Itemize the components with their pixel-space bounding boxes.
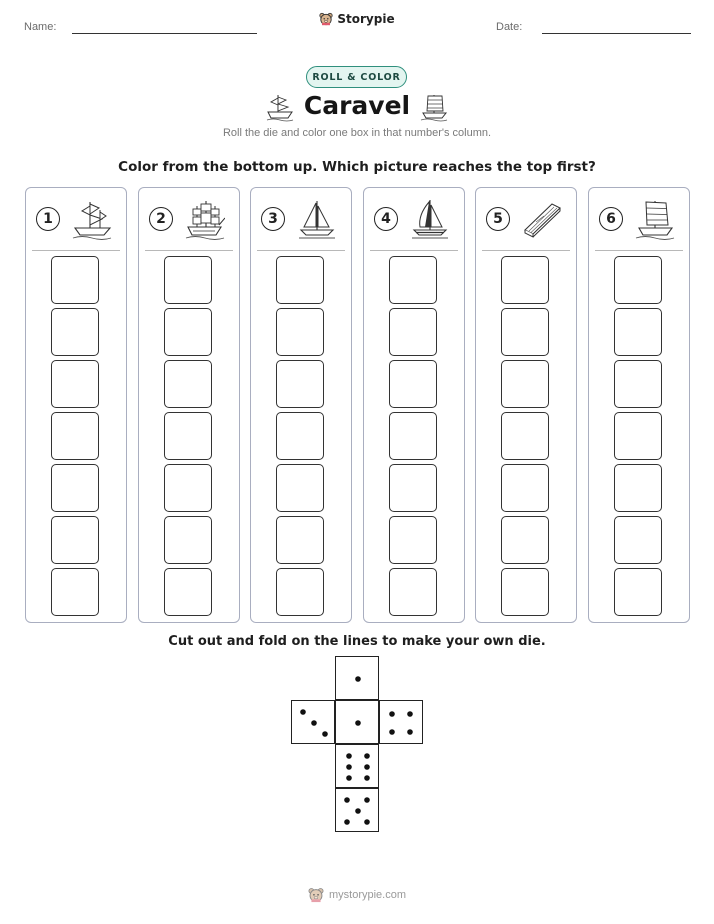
column-number: 2 [149, 207, 173, 231]
color-box[interactable] [51, 308, 99, 356]
die-face-6 [335, 744, 379, 788]
brand-name: Storypie [337, 12, 395, 26]
color-box[interactable] [501, 412, 549, 460]
color-box[interactable] [389, 412, 437, 460]
date-label: Date: [496, 21, 523, 33]
color-box[interactable] [276, 308, 324, 356]
page-title: Caravel [303, 91, 411, 120]
color-box[interactable] [389, 256, 437, 304]
galleon-ship-icon [185, 198, 225, 240]
column-1 [25, 187, 127, 623]
color-box[interactable] [164, 256, 212, 304]
name-line[interactable] [72, 33, 257, 34]
column-header [589, 188, 689, 250]
color-box[interactable] [389, 516, 437, 564]
junk-ship-icon [420, 92, 448, 122]
caravel-ship-icon [72, 198, 112, 240]
column-header [251, 188, 351, 250]
color-box[interactable] [614, 464, 662, 512]
color-box[interactable] [276, 516, 324, 564]
color-box[interactable] [501, 464, 549, 512]
color-box[interactable] [389, 464, 437, 512]
color-box[interactable] [389, 360, 437, 408]
column-3 [250, 187, 352, 623]
instruction-text: Color from the bottom up. Which picture reaches the top first? [118, 159, 596, 175]
column-number: 4 [374, 207, 398, 231]
activity-badge: ROLL & COLOR [306, 66, 407, 88]
striped-sailboat-icon [410, 198, 450, 240]
color-box[interactable] [276, 412, 324, 460]
column-4 [363, 187, 465, 623]
die-instruction: Cut out and fold on the lines to make your own die. [168, 634, 546, 649]
color-box[interactable] [51, 360, 99, 408]
color-box[interactable] [614, 308, 662, 356]
column-2 [138, 187, 240, 623]
color-box[interactable] [51, 464, 99, 512]
footer [0, 887, 714, 903]
column-number: 5 [486, 207, 510, 231]
color-box[interactable] [389, 308, 437, 356]
column-6 [588, 187, 690, 623]
color-box[interactable] [389, 568, 437, 616]
color-box[interactable] [164, 412, 212, 460]
column-header [476, 188, 576, 250]
color-box[interactable] [51, 568, 99, 616]
wooden-plank-icon [522, 198, 562, 240]
bear-mascot-icon [319, 12, 333, 26]
color-box[interactable] [164, 516, 212, 564]
column-number: 6 [599, 207, 623, 231]
column-5 [475, 187, 577, 623]
color-box[interactable] [501, 360, 549, 408]
color-box[interactable] [614, 568, 662, 616]
color-box[interactable] [501, 256, 549, 304]
date-line[interactable] [542, 33, 691, 34]
column-number: 3 [261, 207, 285, 231]
die-face-4 [379, 700, 423, 744]
color-box[interactable] [164, 464, 212, 512]
color-box[interactable] [614, 412, 662, 460]
color-box[interactable] [276, 360, 324, 408]
color-box[interactable] [51, 256, 99, 304]
color-box[interactable] [501, 308, 549, 356]
color-box[interactable] [501, 516, 549, 564]
column-header [139, 188, 239, 250]
column-header [26, 188, 126, 250]
brand-logo [0, 12, 714, 26]
junk-ship-icon [635, 198, 675, 240]
color-box[interactable] [614, 256, 662, 304]
die-face-3 [291, 700, 335, 744]
column-number: 1 [36, 207, 60, 231]
die-face-1 [335, 700, 379, 744]
color-box[interactable] [501, 568, 549, 616]
sailboat-icon [297, 198, 337, 240]
footer-url[interactable]: mystorypie.com [328, 889, 407, 901]
color-box[interactable] [51, 516, 99, 564]
die-face-1 [335, 656, 379, 700]
color-box[interactable] [614, 360, 662, 408]
color-box[interactable] [614, 516, 662, 564]
bear-mascot-icon [308, 887, 324, 903]
color-box[interactable] [164, 568, 212, 616]
column-header [364, 188, 464, 250]
color-box[interactable] [276, 464, 324, 512]
color-box[interactable] [164, 360, 212, 408]
color-box[interactable] [276, 568, 324, 616]
color-box[interactable] [51, 412, 99, 460]
color-box[interactable] [164, 308, 212, 356]
page-subtitle: Roll the die and color one box in that number's column. [222, 127, 492, 139]
die-face-5 [335, 788, 379, 832]
color-box[interactable] [276, 256, 324, 304]
die-net [291, 656, 425, 836]
name-label: Name: [24, 21, 57, 33]
